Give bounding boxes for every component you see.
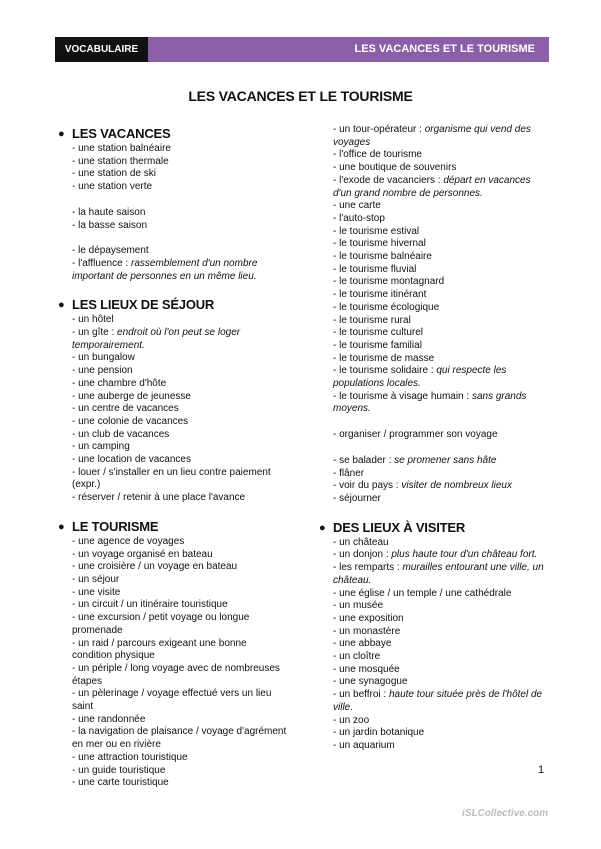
list-item: - un beffroi : haute tour située près de l'hôtel de ville. [333,689,543,713]
list-item: - le tourisme culturel [333,327,424,339]
list-item: - le tourisme estival [333,225,420,237]
list-item: - l'office de tourisme [333,149,422,161]
list-item: - séjourner [333,492,381,504]
list-item: - les remparts : murailles entourant une ville, un château. [333,562,544,586]
list-item: - un circuit / un itinéraire touristique [72,599,228,611]
list-item: - un cloître [333,651,381,663]
bullet-icon: ● [58,299,65,312]
list-item: - une carte touristique [72,777,169,789]
list-item: - un raid / parcours exigeant une bonne condition physique [72,637,247,662]
watermark: iSLCollective.com [462,808,549,819]
list-item: - le tourisme de masse [333,352,435,364]
list-item: - le tourisme hivernal [333,238,426,250]
list-item: - un aquarium [333,739,395,751]
list-item: - une synagogue [333,676,408,688]
list-item: - un guide touristique [72,764,166,776]
list-item: - la navigation de plaisance / voyage d'agrément en mer ou en rivière [72,726,287,751]
list-item: - une abbaye [333,638,392,650]
list-item: - une randonnée [72,713,146,725]
list-item: - une station thermale [72,155,169,167]
list-item: - flâner [333,467,365,479]
list-item: - le tourisme balnéaire [333,251,432,263]
list-item: - un voyage organisé en bateau [72,548,213,560]
list-item: - une boutique de souvenirs [333,162,457,174]
list-item: - un périple / long voyage avec de nombreuses étapes [72,662,280,687]
page-number: 1 [538,764,545,776]
list-item: - la basse saison [72,219,148,231]
bullet-icon: ● [58,128,65,140]
list-item: - le tourisme itinérant [333,289,427,301]
list-item: - une auberge de jeunesse [72,390,191,402]
list-item: - une carte [333,200,381,212]
list-item: - louer / s'installer en un lieu contre paiement (expr.) [72,466,271,491]
page-title: LES VACANCES ET LE TOURISME [188,88,413,104]
list-item: - une station balnéaire [72,143,171,154]
list-item: - le tourisme familial [333,339,422,351]
list-item: - une location de vacances [72,454,191,466]
list-item: - un séjour [72,573,120,585]
list-item: - un jardin botanique [333,727,425,739]
section-heading-lieux-visiter: ● DES LIEUX À VISITER [319,519,466,535]
list-item: - une exposition [333,612,404,624]
list-item: - le tourisme rural [333,314,411,326]
list-item: - une chambre d'hôte [72,377,167,389]
list-item: - un camping [72,441,130,453]
list-item: - une pension [72,365,133,377]
left-column [58,126,287,790]
list-item: - la haute saison [72,206,146,218]
list-item: - un centre de vacances [72,403,179,415]
list-item: - un gîte : endroit où l'on peut se loger temporairement. [72,327,241,351]
list-item: - le tourisme solidaire : qui respecte les populations locales. [333,365,507,390]
list-item: - un zoo [333,714,370,726]
list-item: - un club de vacances [72,428,170,440]
list-item: - un musée [333,600,384,612]
header-vocabulaire-label: VOCABULAIRE [55,37,148,62]
list-item: - un monastère [333,625,401,637]
list-item: - une visite [72,586,121,598]
list-item: - le tourisme montagnard [333,276,445,288]
header-bar [55,37,549,62]
bullet-icon: ● [58,520,65,533]
list-item: - un château [333,536,389,548]
list-item: - une colonie de vacances [72,415,189,427]
list-item: - une église / un temple / une cathédrale [333,587,512,599]
list-item: - le tourisme à visage humain : sans grands moyens. [333,390,527,415]
list-item: - l'affluence : rassemblement d'un nombre important de personnes en un même lieu. [72,257,258,282]
bullet-icon: ● [319,521,326,534]
list-item: - le dépaysement [72,245,149,257]
list-item: - une station de ski [72,168,156,180]
list-item: - l'auto-stop [333,212,385,224]
section-heading-tourisme: ● LE TOURISME [58,518,159,534]
list-item: - un tour-opérateur : organisme qui vend des voyages [333,124,531,148]
list-item: - une excursion / petit voyage ou longue promenade [72,612,250,636]
list-item: - réserver / retenir à une place l'avance [72,492,246,504]
list-item: - l'exode de vacanciers : départ en vacances d'un grand nombre de personnes. [333,174,531,199]
list-item: - le tourisme fluvial [333,263,417,275]
list-item: - une croisière / un voyage en bateau [72,561,238,573]
list-item: - organiser / programmer son voyage [333,429,498,441]
list-item: - une station verte [72,181,153,193]
list-item: - une attraction touristique [72,751,188,763]
section-heading-vacances: ● LES VACANCES [58,126,171,141]
list-item: - un pèlerinage / voyage effectué vers un lieu saint [72,688,272,713]
list-item: - se balader : se promener sans hâte [333,454,497,466]
list-item: - un hôtel [72,314,114,326]
list-item: - un donjon : plus haute tour d'un château fort. [333,549,538,561]
list-item: - une agence de voyages [72,535,185,547]
list-item: - une mosquée [333,663,400,675]
list-item: - voir du pays : visiter de nombreux lieux [333,480,512,492]
list-item: - le tourisme écologique [333,301,440,313]
right-column [319,124,548,753]
header-topic-label: LES VACANCES ET LE TOURISME [148,37,549,62]
list-item: - un bungalow [72,352,135,364]
section-heading-lieux-sejour: ● LES LIEUX DE SÉJOUR [58,297,215,313]
